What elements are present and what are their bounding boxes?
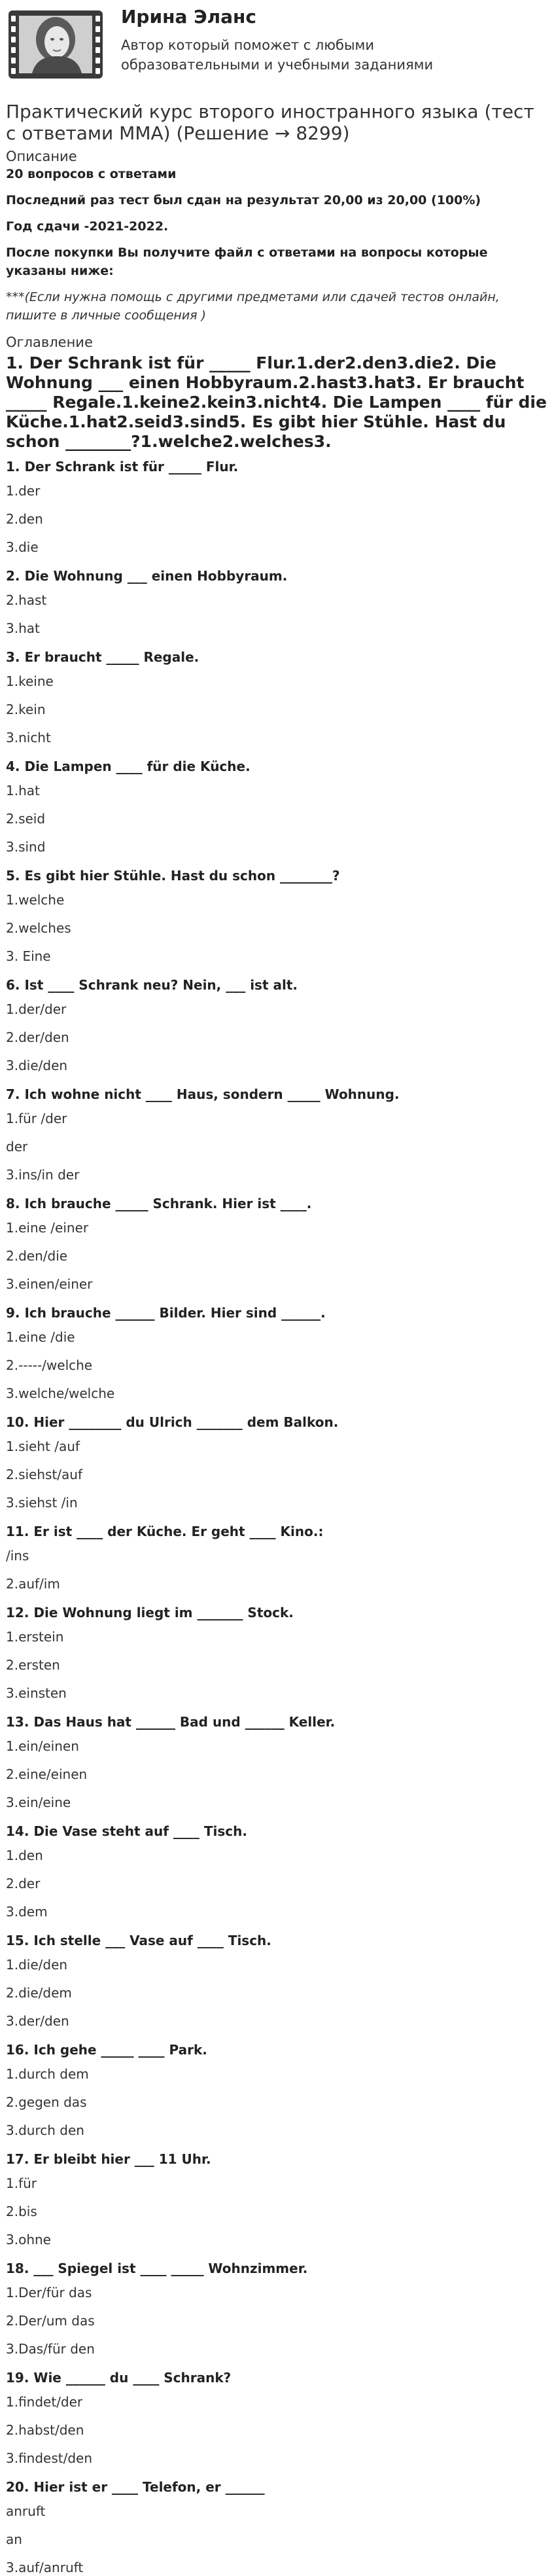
answer-option: 3.nicht [6,730,51,745]
answer-option: 2.welches [6,920,71,936]
answer-option: 2.der/den [6,1029,69,1045]
answer-option: 2.siehst/auf [6,1467,83,1482]
question-item [6,1413,548,1511]
description-line: Последний раз тест был сдан на результат 20,00 из 20,00 (100%) [6,193,481,207]
question-title: 18. ___ Spiegel ist ____ _____ Wohnzimmer. [6,2261,308,2276]
author-photo-icon[interactable] [6,4,105,85]
question-title: 12. Die Wohnung liegt im _______ Stock. [6,1605,294,1620]
question-item [6,867,548,965]
question-title: 20. Hier ist er ____ Telefon, er ______ [6,2479,265,2495]
question-title: 3. Er braucht _____ Regale. [6,649,199,665]
question-item [6,1194,548,1293]
answer-option: 3.welche/welche [6,1386,115,1401]
answer-option: 2.die/dem [6,1985,72,2001]
question-item [6,457,548,556]
question-title: 6. Ist ____ Schrank neu? Nein, ___ ist alt. [6,977,298,993]
description-label: Описание [6,149,77,164]
answer-option: 3.der/den [6,2013,69,2029]
description-line: 20 вопросов с ответами [6,167,177,181]
answer-option: 2.gegen das [6,2094,87,2110]
toc-text: 1. Der Schrank ist für _____ Flur.1.der2.den3.die2. Die Wohnung ___ einen Hobbyraum.2.hast3.hat3. Er braucht _____ Regale.1.keine2.kein3.nicht4. Die Lampen ____ für die Küche.1.hat2.seid3.sind5. Es gibt hier Stühle. Hast du schon ________?1.welche2.welches3. [6,353,547,451]
question-item [6,1522,548,1592]
description-note: ***(Если нужна помощь с другими предметами или сдачей тестов онлайн, пишите в личные сообщения ) [6,290,500,323]
answer-option: 2.-----/welche [6,1357,93,1373]
question-title: 14. Die Vase steht auf ____ Tisch. [6,1823,247,1839]
answer-option: 1.den [6,1848,43,1863]
question-title: 1. Der Schrank ist für _____ Flur. [6,459,239,474]
answer-option: 2.auf/im [6,1576,60,1592]
question-title: 4. Die Lampen ____ für die Küche. [6,759,251,774]
author-description: Автор который поможет с любыми образовательными и учебными заданиями [121,37,434,73]
question-title: 19. Wie ______ du ____ Schrank? [6,2370,232,2386]
question-title: 11. Er ist ____ der Küche. Er geht ____ Kino.: [6,1524,324,1539]
question-title: 13. Das Haus hat ______ Bad und ______ Keller. [6,1714,336,1730]
answer-option: 1.durch dem [6,2066,89,2082]
answer-option: 1.eine /die [6,1329,75,1345]
answer-option: 3.sind [6,839,46,855]
answer-option: 1.erstein [6,1629,64,1645]
question-item [6,757,548,855]
answer-option: /ins [6,1548,29,1564]
author-block [6,0,548,94]
answer-option: 1.hat [6,783,40,798]
answer-option: 1.der [6,483,41,499]
answer-option: 1.keine [6,673,54,689]
question-title: 10. Hier ________ du Ulrich _______ dem Balkon. [6,1414,339,1430]
answer-option: 3.einsten [6,1685,67,1701]
answer-option: 2.den/die [6,1248,68,1264]
answer-option: 2.ersten [6,1657,60,1673]
answer-option: 1.sieht /auf [6,1439,80,1454]
question-item [6,1713,548,1811]
answer-option: 1.eine /einer [6,1220,89,1236]
answer-option: 3. Eine [6,948,51,964]
question-title: 15. Ich stelle ___ Vase auf ____ Tisch. [6,1933,271,1948]
answer-option: 2.Der/um das [6,2313,95,2329]
question-title: 5. Es gibt hier Stühle. Hast du schon ________? [6,868,340,884]
answer-option: 3.findest/den [6,2450,93,2466]
answer-option: 3.hat [6,620,40,636]
author-name[interactable]: Ирина Эланс [121,6,256,27]
answer-option: 3.ohne [6,2232,51,2247]
question-list [6,457,548,2576]
question-item [6,976,548,1074]
answer-option: 1.für /der [6,1111,67,1126]
question-title: 7. Ich wohne nicht ____ Haus, sondern _____ Wohnung. [6,1086,400,1102]
answer-option: 3.siehst /in [6,1495,78,1511]
answer-option: 3.ins/in der [6,1167,80,1183]
question-title: 17. Er bleibt hier ___ 11 Uhr. [6,2151,211,2167]
question-item [6,2041,548,2139]
question-item [6,648,548,746]
question-item [6,1085,548,1183]
answer-option: 3.einen/einer [6,1276,93,1292]
question-item [6,567,548,637]
question-item [6,2150,548,2248]
description-line: После покупки Вы получите файл с ответами на вопросы которые указаны ниже: [6,245,488,278]
answer-option: 1.Der/für das [6,2285,92,2300]
question-title: 9. Ich brauche ______ Bilder. Hier sind ______. [6,1305,326,1321]
answer-option: 3.durch den [6,2122,84,2138]
question-item [6,1304,548,1402]
answer-option: 2.habst/den [6,2422,84,2438]
question-title: 16. Ich gehe _____ ____ Park. [6,2042,207,2058]
answer-option: 1.findet/der [6,2394,83,2410]
toc-label: Оглавление [6,334,93,350]
description-line: Год сдачи -2021-2022. [6,219,169,234]
answer-option: an [6,2531,22,2547]
answer-option: 3.ein/eine [6,1795,71,1810]
author-text [121,4,513,75]
answer-option: 2.seid [6,811,46,827]
answer-option: der [6,1139,28,1154]
question-item [6,1603,548,1702]
question-item [6,2369,548,2467]
question-item [6,2478,548,2576]
answer-option: 1.ein/einen [6,1738,79,1754]
answer-option: 3.dem [6,1904,48,1920]
answer-option: 1.die/den [6,1957,68,1973]
question-title: 2. Die Wohnung ___ einen Hobbyraum. [6,568,288,584]
answer-option: 3.die/den [6,1058,68,1073]
answer-option: 3.auf/anruft [6,2560,84,2575]
question-item [6,1822,548,1920]
answer-option: 3.Das/für den [6,2341,95,2357]
answer-option: anruft [6,2503,46,2519]
question-item [6,1931,548,2030]
answer-option: 2.der [6,1876,41,1891]
answer-option: 1.für [6,2175,37,2191]
question-title: 8. Ich brauche _____ Schrank. Hier ist ____. [6,1196,312,1211]
answer-option: 1.welche [6,892,65,908]
question-item [6,2259,548,2357]
answer-option: 3.die [6,539,39,555]
page-title: Практический курс второго иностранного языка (тест с ответами ММА) (Решение → 8299) [6,101,534,144]
answer-option: 2.kein [6,702,46,717]
answer-option: 2.eine/einen [6,1766,88,1782]
description [6,165,548,325]
answer-option: 2.den [6,511,43,527]
answer-option: 2.bis [6,2204,37,2219]
answer-option: 1.der/der [6,1001,67,1017]
answer-option: 2.hast [6,592,47,608]
